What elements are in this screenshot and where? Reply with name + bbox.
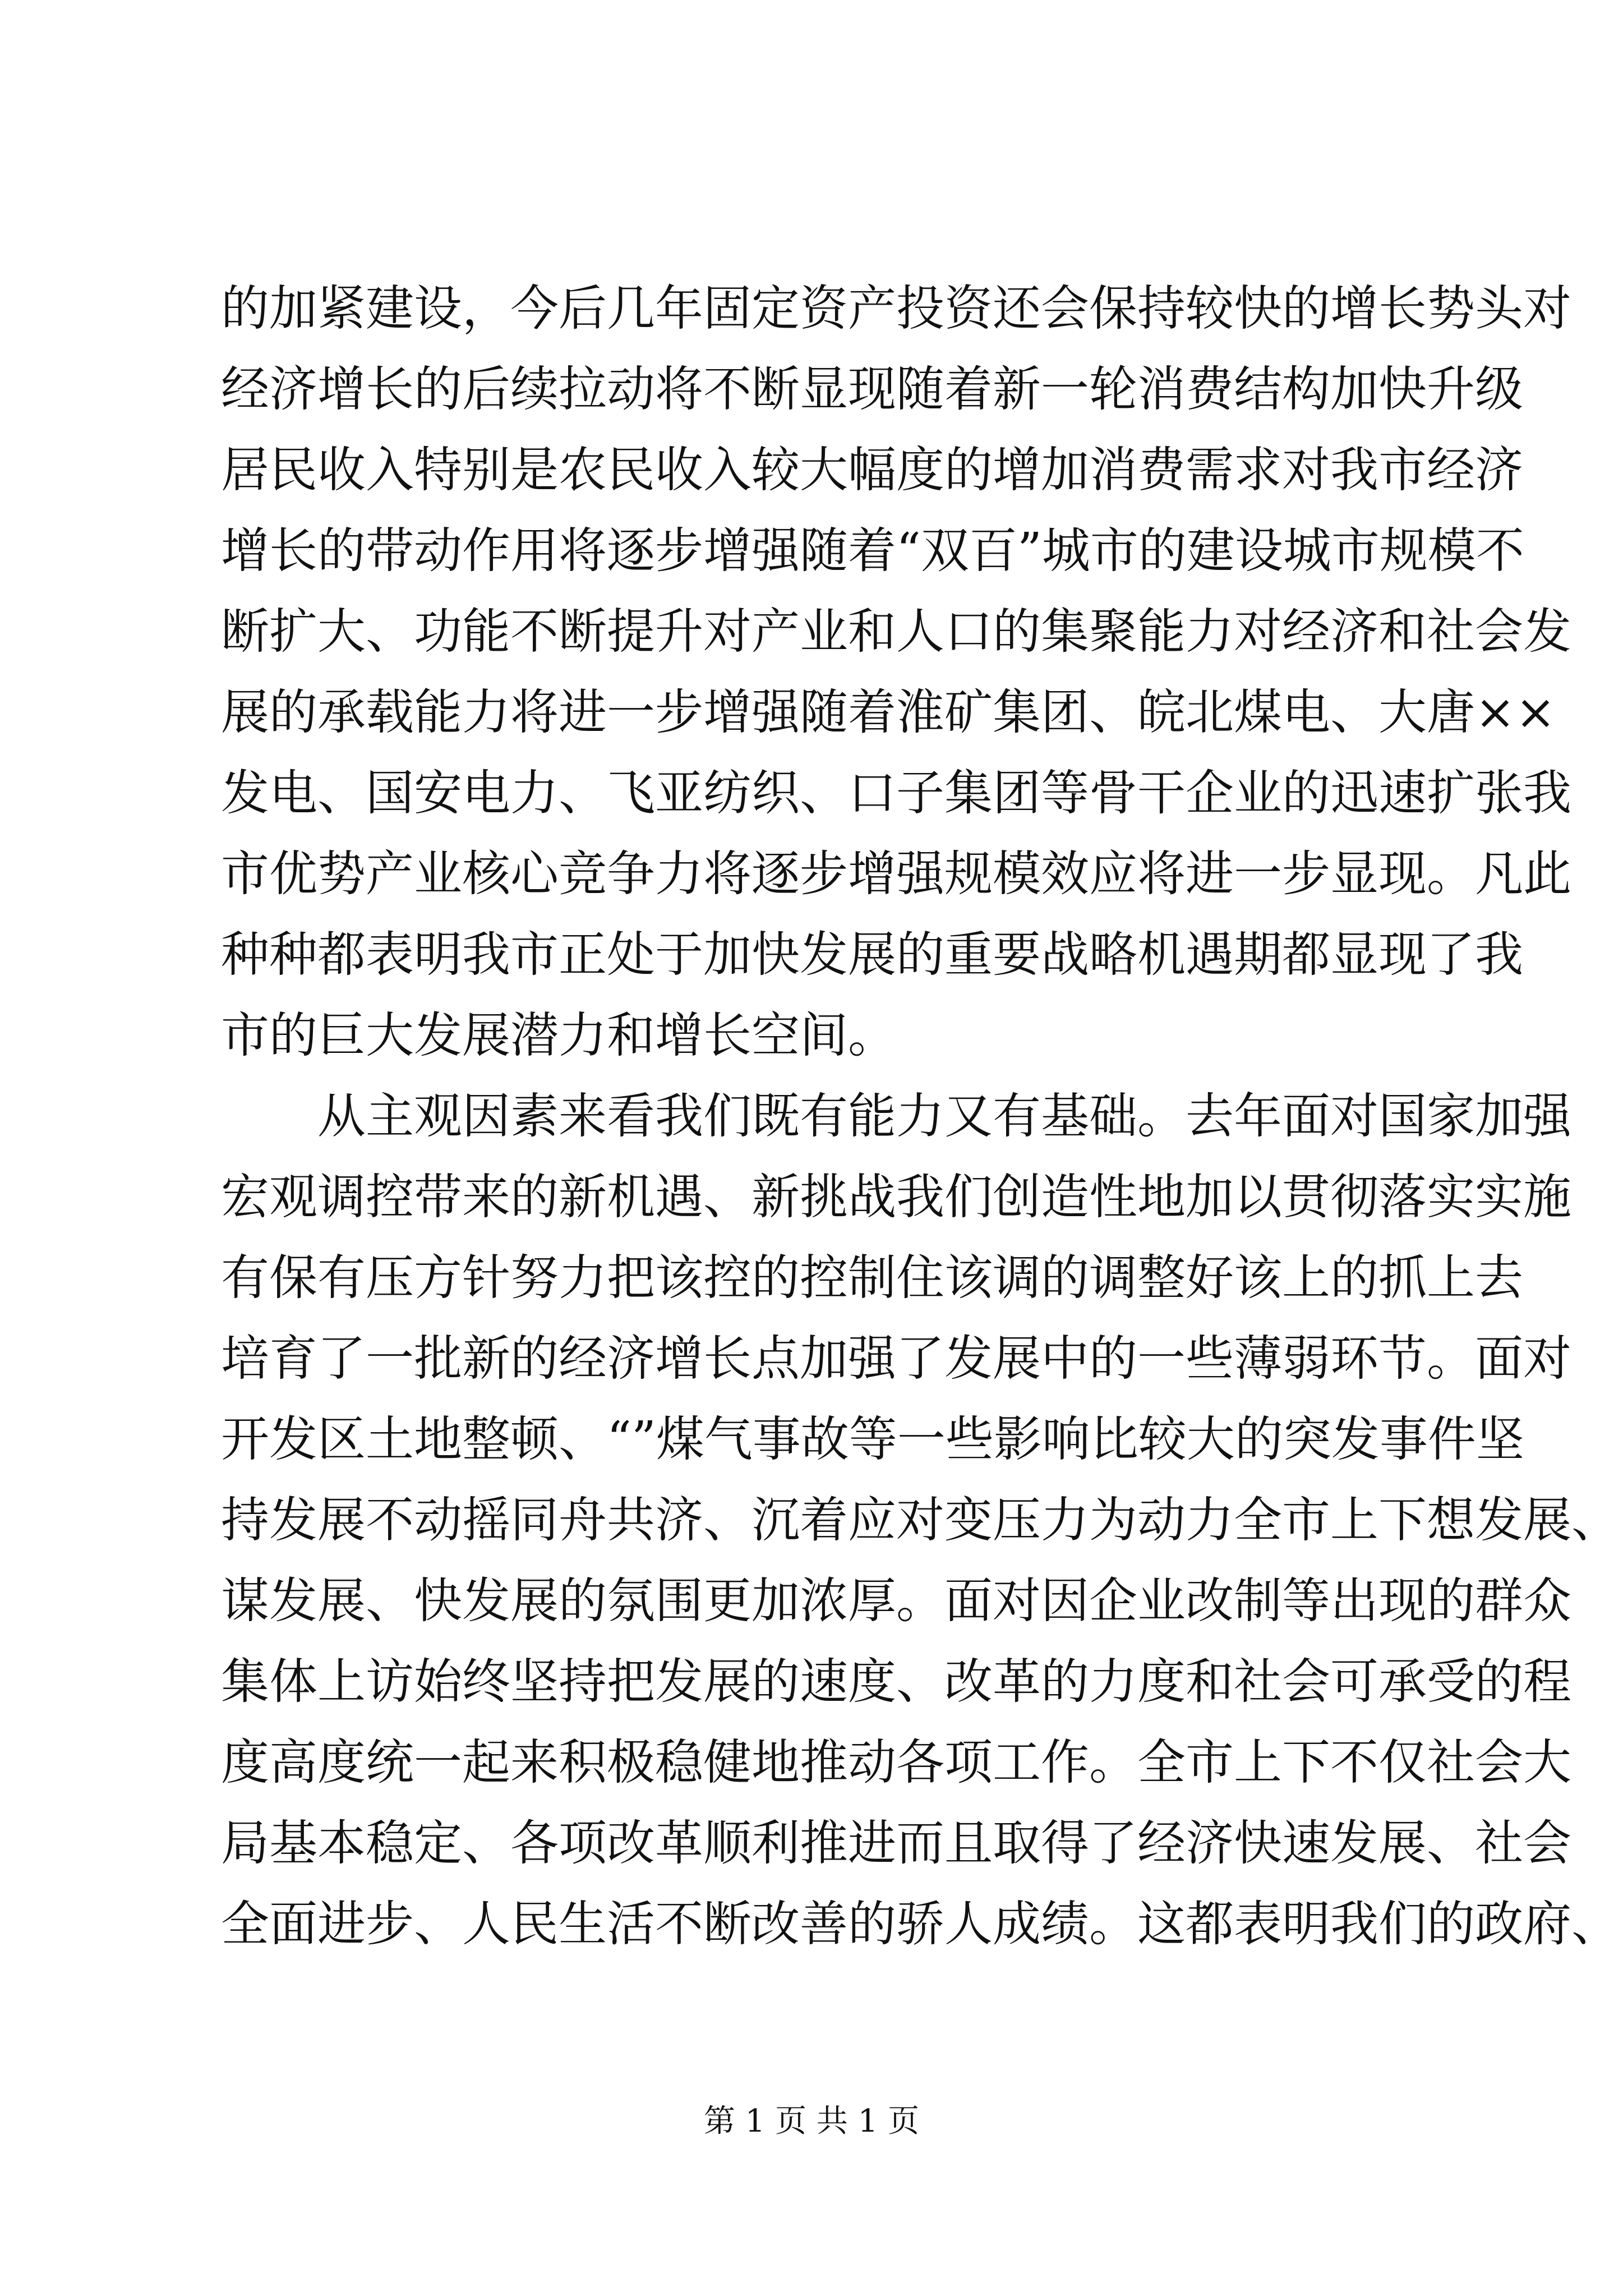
text-line: 开发区土地整顿、“”煤气事故等一些影响比较大的突发事件坚 — [221, 1411, 1524, 1467]
text-line: 宏观调控带来的新机遇、新挑战我们创造性地加以贯彻落实实施 — [221, 1169, 1571, 1225]
text-line: 谋发展、快发展的氛围更加浓厚。面对因企业改制等出现的群众 — [221, 1573, 1571, 1629]
text-line: 从主观因素来看我们既有能力又有基础。去年面对国家加强 — [317, 1088, 1571, 1144]
paragraph-2 — [221, 1076, 1620, 1964]
text-line: 有保有压方针努力把该控的控制住该调的调整好该上的抓上去 — [221, 1250, 1523, 1306]
text-line: 局基本稳定、各项改革顺利推进而且取得了经济快速发展、社会 — [221, 1815, 1571, 1871]
text-line: 集体上访始终坚持把发展的速度、改革的力度和社会可承受的程 — [221, 1654, 1571, 1710]
text-line: 市的巨大发展潜力和增长空间。 — [221, 1007, 896, 1064]
text-line: 培育了一批新的经济增长点加强了发展中的一些薄弱环节。面对 — [221, 1331, 1571, 1387]
page-footer: 第 1 页 共 1 页 — [703, 2103, 920, 2139]
text-line: 度高度统一起来积极稳健地推动各项工作。全市上下不仅社会大 — [221, 1734, 1571, 1791]
body-text — [221, 268, 1620, 1964]
text-line: 市优势产业核心竞争力将逐步增强规模效应将进一步显现。凡此 — [221, 846, 1571, 902]
text-line: 持发展不动摇同舟共济、沉着应对变压力为动力全市上下想发展、 — [221, 1492, 1620, 1548]
paragraph-1 — [221, 268, 1571, 1076]
text-line: 居民收入特别是农民收入较大幅度的增加消费需求对我市经济 — [221, 442, 1523, 498]
text-line: 经济增长的后续拉动将不断显现随着新一轮消费结构加快升级 — [221, 361, 1523, 417]
text-line: 全面进步、人民生活不断改善的骄人成绩。这都表明我们的政府、 — [221, 1896, 1620, 1952]
text-line: 发电、国安电力、飞亚纺织、口子集团等骨干企业的迅速扩张我 — [221, 765, 1571, 821]
text-line: 增长的带动作用将逐步增强随着“双百”城市的建设城市规模不 — [221, 523, 1524, 579]
text-line: 展的承载能力将进一步增强随着淮矿集团、皖北煤电、大唐×× — [221, 684, 1556, 740]
text-line: 的加紧建设，今后几年固定资产投资还会保持较快的增长势头对 — [221, 280, 1571, 337]
text-line: 断扩大、功能不断提升对产业和人口的集聚能力对经济和社会发 — [221, 604, 1571, 660]
text-line: 种种都表明我市正处于加快发展的重要战略机遇期都显现了我 — [221, 927, 1523, 983]
